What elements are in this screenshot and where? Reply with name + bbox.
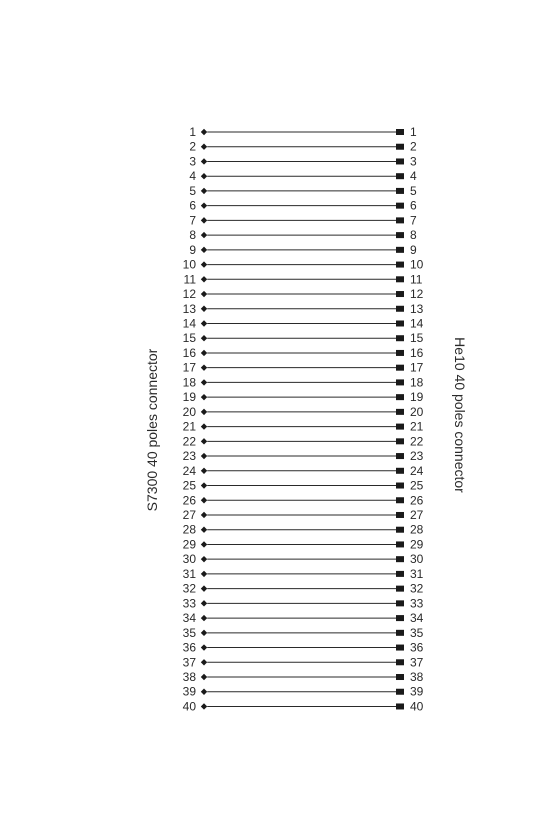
right-pin-label: 38 bbox=[410, 670, 424, 685]
wire-row bbox=[183, 567, 424, 581]
left-pin-label: 16 bbox=[182, 345, 196, 360]
right-pin-label: 39 bbox=[410, 684, 424, 699]
left-terminal-diamond-icon bbox=[201, 512, 207, 518]
right-pin-label: 14 bbox=[410, 316, 424, 331]
left-pin-label: 15 bbox=[182, 331, 196, 346]
right-terminal-square-icon bbox=[396, 394, 404, 400]
left-pin-label: 29 bbox=[182, 537, 196, 552]
right-terminal-square-icon bbox=[396, 659, 404, 665]
right-pin-label: 33 bbox=[410, 596, 424, 611]
left-pin-label: 3 bbox=[189, 154, 196, 169]
right-terminal-square-icon bbox=[396, 335, 404, 341]
wire-row bbox=[189, 154, 417, 168]
left-pin-label: 19 bbox=[182, 390, 196, 405]
left-terminal-diamond-icon bbox=[201, 306, 207, 312]
right-terminal-square-icon bbox=[396, 424, 404, 430]
left-pin-label: 4 bbox=[189, 169, 196, 184]
right-pin-label: 6 bbox=[410, 198, 417, 213]
wire-row bbox=[183, 523, 424, 537]
wire-row bbox=[183, 434, 424, 448]
right-pin-label: 23 bbox=[410, 449, 424, 464]
right-pin-label: 11 bbox=[410, 272, 423, 287]
wire-row bbox=[183, 464, 424, 478]
right-pin-label: 12 bbox=[410, 287, 424, 302]
wire-row bbox=[183, 346, 424, 360]
left-pin-label: 22 bbox=[182, 434, 196, 449]
left-terminal-diamond-icon bbox=[201, 482, 207, 488]
left-terminal-diamond-icon bbox=[201, 291, 207, 297]
left-terminal-diamond-icon bbox=[201, 364, 207, 370]
left-pin-label: 24 bbox=[182, 463, 196, 478]
left-terminal-diamond-icon bbox=[201, 158, 207, 164]
right-terminal-square-icon bbox=[396, 630, 404, 636]
right-terminal-square-icon bbox=[396, 703, 404, 709]
wire-row bbox=[183, 449, 424, 463]
wire-row bbox=[183, 537, 424, 551]
right-terminal-square-icon bbox=[396, 306, 404, 312]
right-terminal-square-icon bbox=[396, 247, 404, 253]
left-terminal-diamond-icon bbox=[201, 409, 207, 415]
left-pin-label: 25 bbox=[182, 478, 196, 493]
right-pin-label: 32 bbox=[410, 581, 424, 596]
right-terminal-square-icon bbox=[396, 232, 404, 238]
wire-row bbox=[183, 685, 424, 699]
right-terminal-square-icon bbox=[396, 453, 404, 459]
right-terminal-square-icon bbox=[396, 158, 404, 164]
left-pin-label: 11 bbox=[183, 272, 196, 287]
left-terminal-diamond-icon bbox=[201, 423, 207, 429]
right-pin-label: 24 bbox=[410, 463, 424, 478]
right-terminal-square-icon bbox=[396, 674, 404, 680]
left-pin-label: 38 bbox=[182, 670, 196, 685]
left-terminal-diamond-icon bbox=[201, 394, 207, 400]
wire-row bbox=[183, 611, 424, 625]
right-terminal-square-icon bbox=[396, 438, 404, 444]
left-terminal-diamond-icon bbox=[201, 276, 207, 282]
wire-row bbox=[183, 596, 424, 610]
left-pin-label: 1 bbox=[189, 125, 196, 139]
left-pin-label: 21 bbox=[182, 419, 196, 434]
left-terminal-diamond-icon bbox=[201, 600, 207, 606]
left-pin-label: 10 bbox=[182, 257, 196, 272]
left-terminal-diamond-icon bbox=[201, 556, 207, 562]
wire-row bbox=[183, 641, 424, 655]
right-terminal-square-icon bbox=[396, 365, 404, 371]
left-terminal-diamond-icon bbox=[201, 247, 207, 253]
wire-row bbox=[183, 699, 424, 713]
right-terminal-square-icon bbox=[396, 276, 404, 282]
right-pin-label: 15 bbox=[410, 331, 424, 346]
wire-row bbox=[184, 272, 423, 286]
left-terminal-diamond-icon bbox=[201, 541, 207, 547]
right-terminal-square-icon bbox=[396, 600, 404, 606]
left-terminal-diamond-icon bbox=[201, 320, 207, 326]
right-terminal-square-icon bbox=[396, 291, 404, 297]
wire-row bbox=[183, 508, 424, 522]
left-pin-label: 17 bbox=[182, 360, 196, 375]
right-pin-label: 1 bbox=[410, 125, 417, 139]
right-terminal-square-icon bbox=[396, 144, 404, 150]
right-pin-label: 10 bbox=[410, 257, 424, 272]
right-pin-label: 21 bbox=[410, 419, 424, 434]
right-pin-label: 35 bbox=[410, 625, 424, 640]
left-pin-label: 32 bbox=[182, 581, 196, 596]
right-terminal-square-icon bbox=[396, 527, 404, 533]
left-pin-label: 27 bbox=[182, 507, 196, 522]
wire-row bbox=[183, 375, 424, 389]
left-terminal-diamond-icon bbox=[201, 188, 207, 194]
right-terminal-square-icon bbox=[396, 188, 404, 194]
right-pin-label: 37 bbox=[410, 655, 424, 670]
right-terminal-square-icon bbox=[396, 571, 404, 577]
wire-row bbox=[189, 169, 417, 183]
wire-row bbox=[183, 390, 424, 404]
left-terminal-diamond-icon bbox=[201, 217, 207, 223]
right-pin-label: 40 bbox=[410, 699, 424, 714]
right-terminal-square-icon bbox=[396, 320, 404, 326]
left-terminal-diamond-icon bbox=[201, 453, 207, 459]
wire-row bbox=[183, 655, 424, 669]
wire-row bbox=[183, 361, 424, 375]
right-terminal-square-icon bbox=[396, 379, 404, 385]
right-pin-label: 9 bbox=[410, 242, 417, 257]
right-pin-label: 8 bbox=[410, 228, 417, 243]
left-terminal-diamond-icon bbox=[201, 144, 207, 150]
wire-row bbox=[189, 140, 417, 154]
wire-row bbox=[183, 287, 424, 301]
left-terminal-diamond-icon bbox=[201, 350, 207, 356]
right-terminal-square-icon bbox=[396, 512, 404, 518]
right-pin-label: 31 bbox=[410, 566, 424, 581]
left-pin-label: 30 bbox=[182, 552, 196, 567]
wire-row bbox=[183, 582, 424, 596]
left-terminal-diamond-icon bbox=[201, 232, 207, 238]
right-pin-label: 7 bbox=[410, 213, 417, 228]
left-terminal-diamond-icon bbox=[201, 468, 207, 474]
left-terminal-diamond-icon bbox=[201, 674, 207, 680]
left-terminal-diamond-icon bbox=[201, 497, 207, 503]
left-terminal-diamond-icon bbox=[201, 379, 207, 385]
left-terminal-diamond-icon bbox=[201, 615, 207, 621]
wire-row bbox=[183, 331, 424, 345]
right-pin-label: 30 bbox=[410, 552, 424, 567]
wire-row bbox=[189, 228, 417, 242]
right-terminal-square-icon bbox=[396, 262, 404, 268]
right-terminal-square-icon bbox=[396, 497, 404, 503]
right-pin-label: 36 bbox=[410, 640, 424, 655]
right-pin-label: 34 bbox=[410, 611, 424, 626]
right-pin-label: 5 bbox=[410, 183, 417, 198]
right-terminal-square-icon bbox=[396, 645, 404, 651]
wire-row bbox=[189, 125, 417, 139]
right-pin-label: 28 bbox=[410, 522, 424, 537]
left-terminal-diamond-icon bbox=[201, 173, 207, 179]
right-pin-label: 3 bbox=[410, 154, 417, 169]
wire-row bbox=[183, 626, 424, 640]
left-pin-label: 20 bbox=[182, 404, 196, 419]
wire-row bbox=[183, 479, 424, 493]
right-pin-label: 19 bbox=[410, 390, 424, 405]
left-terminal-diamond-icon bbox=[201, 644, 207, 650]
right-pin-label: 2 bbox=[410, 139, 417, 154]
left-pin-label: 2 bbox=[189, 139, 196, 154]
left-terminal-diamond-icon bbox=[201, 527, 207, 533]
right-pin-label: 25 bbox=[410, 478, 424, 493]
right-terminal-square-icon bbox=[396, 556, 404, 562]
left-pin-label: 12 bbox=[182, 287, 196, 302]
right-pin-label: 13 bbox=[410, 301, 424, 316]
wire-row bbox=[183, 302, 424, 316]
wire-row bbox=[189, 199, 417, 213]
right-pin-label: 17 bbox=[410, 360, 424, 375]
left-terminal-diamond-icon bbox=[201, 438, 207, 444]
left-pin-label: 37 bbox=[182, 655, 196, 670]
wire-row bbox=[189, 184, 417, 198]
left-pin-label: 23 bbox=[182, 449, 196, 464]
left-terminal-diamond-icon bbox=[201, 585, 207, 591]
left-pin-label: 34 bbox=[182, 611, 196, 626]
right-terminal-square-icon bbox=[396, 129, 404, 135]
left-pin-label: 31 bbox=[182, 566, 196, 581]
left-pin-label: 7 bbox=[189, 213, 196, 228]
left-terminal-diamond-icon bbox=[201, 571, 207, 577]
right-pin-label: 20 bbox=[410, 404, 424, 419]
left-pin-label: 26 bbox=[182, 493, 196, 508]
left-pin-label: 8 bbox=[189, 228, 196, 243]
wire-row bbox=[183, 670, 424, 684]
right-terminal-square-icon bbox=[396, 217, 404, 223]
left-pin-label: 5 bbox=[189, 183, 196, 198]
wire-row bbox=[183, 552, 424, 566]
left-pin-label: 9 bbox=[189, 242, 196, 257]
right-terminal-square-icon bbox=[396, 468, 404, 474]
wire-row bbox=[183, 316, 424, 330]
left-terminal-diamond-icon bbox=[201, 689, 207, 695]
right-terminal-square-icon bbox=[396, 409, 404, 415]
left-pin-label: 14 bbox=[182, 316, 196, 331]
left-pin-label: 13 bbox=[182, 301, 196, 316]
left-pin-label: 40 bbox=[182, 699, 196, 714]
left-terminal-diamond-icon bbox=[201, 261, 207, 267]
left-terminal-diamond-icon bbox=[201, 335, 207, 341]
right-pin-label: 22 bbox=[410, 434, 424, 449]
left-pin-label: 39 bbox=[182, 684, 196, 699]
right-pin-label: 26 bbox=[410, 493, 424, 508]
wire-rows bbox=[183, 125, 424, 713]
left-pin-label: 33 bbox=[182, 596, 196, 611]
left-pin-label: 6 bbox=[189, 198, 196, 213]
right-pin-label: 18 bbox=[410, 375, 424, 390]
right-terminal-square-icon bbox=[396, 689, 404, 695]
right-pin-label: 27 bbox=[410, 507, 424, 522]
left-terminal-diamond-icon bbox=[201, 630, 207, 636]
right-pin-label: 29 bbox=[410, 537, 424, 552]
right-terminal-square-icon bbox=[396, 586, 404, 592]
wire-row bbox=[189, 213, 417, 227]
wire-row bbox=[183, 493, 424, 507]
right-terminal-square-icon bbox=[396, 203, 404, 209]
wire-row bbox=[183, 405, 424, 419]
right-terminal-square-icon bbox=[396, 615, 404, 621]
left-connector-title: S7300 40 poles connector bbox=[144, 348, 160, 512]
right-pin-label: 16 bbox=[410, 345, 424, 360]
left-pin-label: 18 bbox=[182, 375, 196, 390]
right-terminal-square-icon bbox=[396, 350, 404, 356]
right-terminal-square-icon bbox=[396, 483, 404, 489]
left-pin-label: 35 bbox=[182, 625, 196, 640]
left-pin-label: 36 bbox=[182, 640, 196, 655]
wire-row bbox=[183, 258, 424, 272]
left-pin-label: 28 bbox=[182, 522, 196, 537]
right-connector-title: He10 40 poles connector bbox=[452, 337, 468, 493]
wire-row bbox=[189, 243, 417, 257]
left-terminal-diamond-icon bbox=[201, 202, 207, 208]
right-pin-label: 4 bbox=[410, 169, 417, 184]
left-terminal-diamond-icon bbox=[201, 659, 207, 665]
left-terminal-diamond-icon bbox=[201, 129, 207, 135]
right-terminal-square-icon bbox=[396, 541, 404, 547]
wire-row bbox=[183, 420, 424, 434]
left-terminal-diamond-icon bbox=[201, 703, 207, 709]
right-terminal-square-icon bbox=[396, 173, 404, 179]
